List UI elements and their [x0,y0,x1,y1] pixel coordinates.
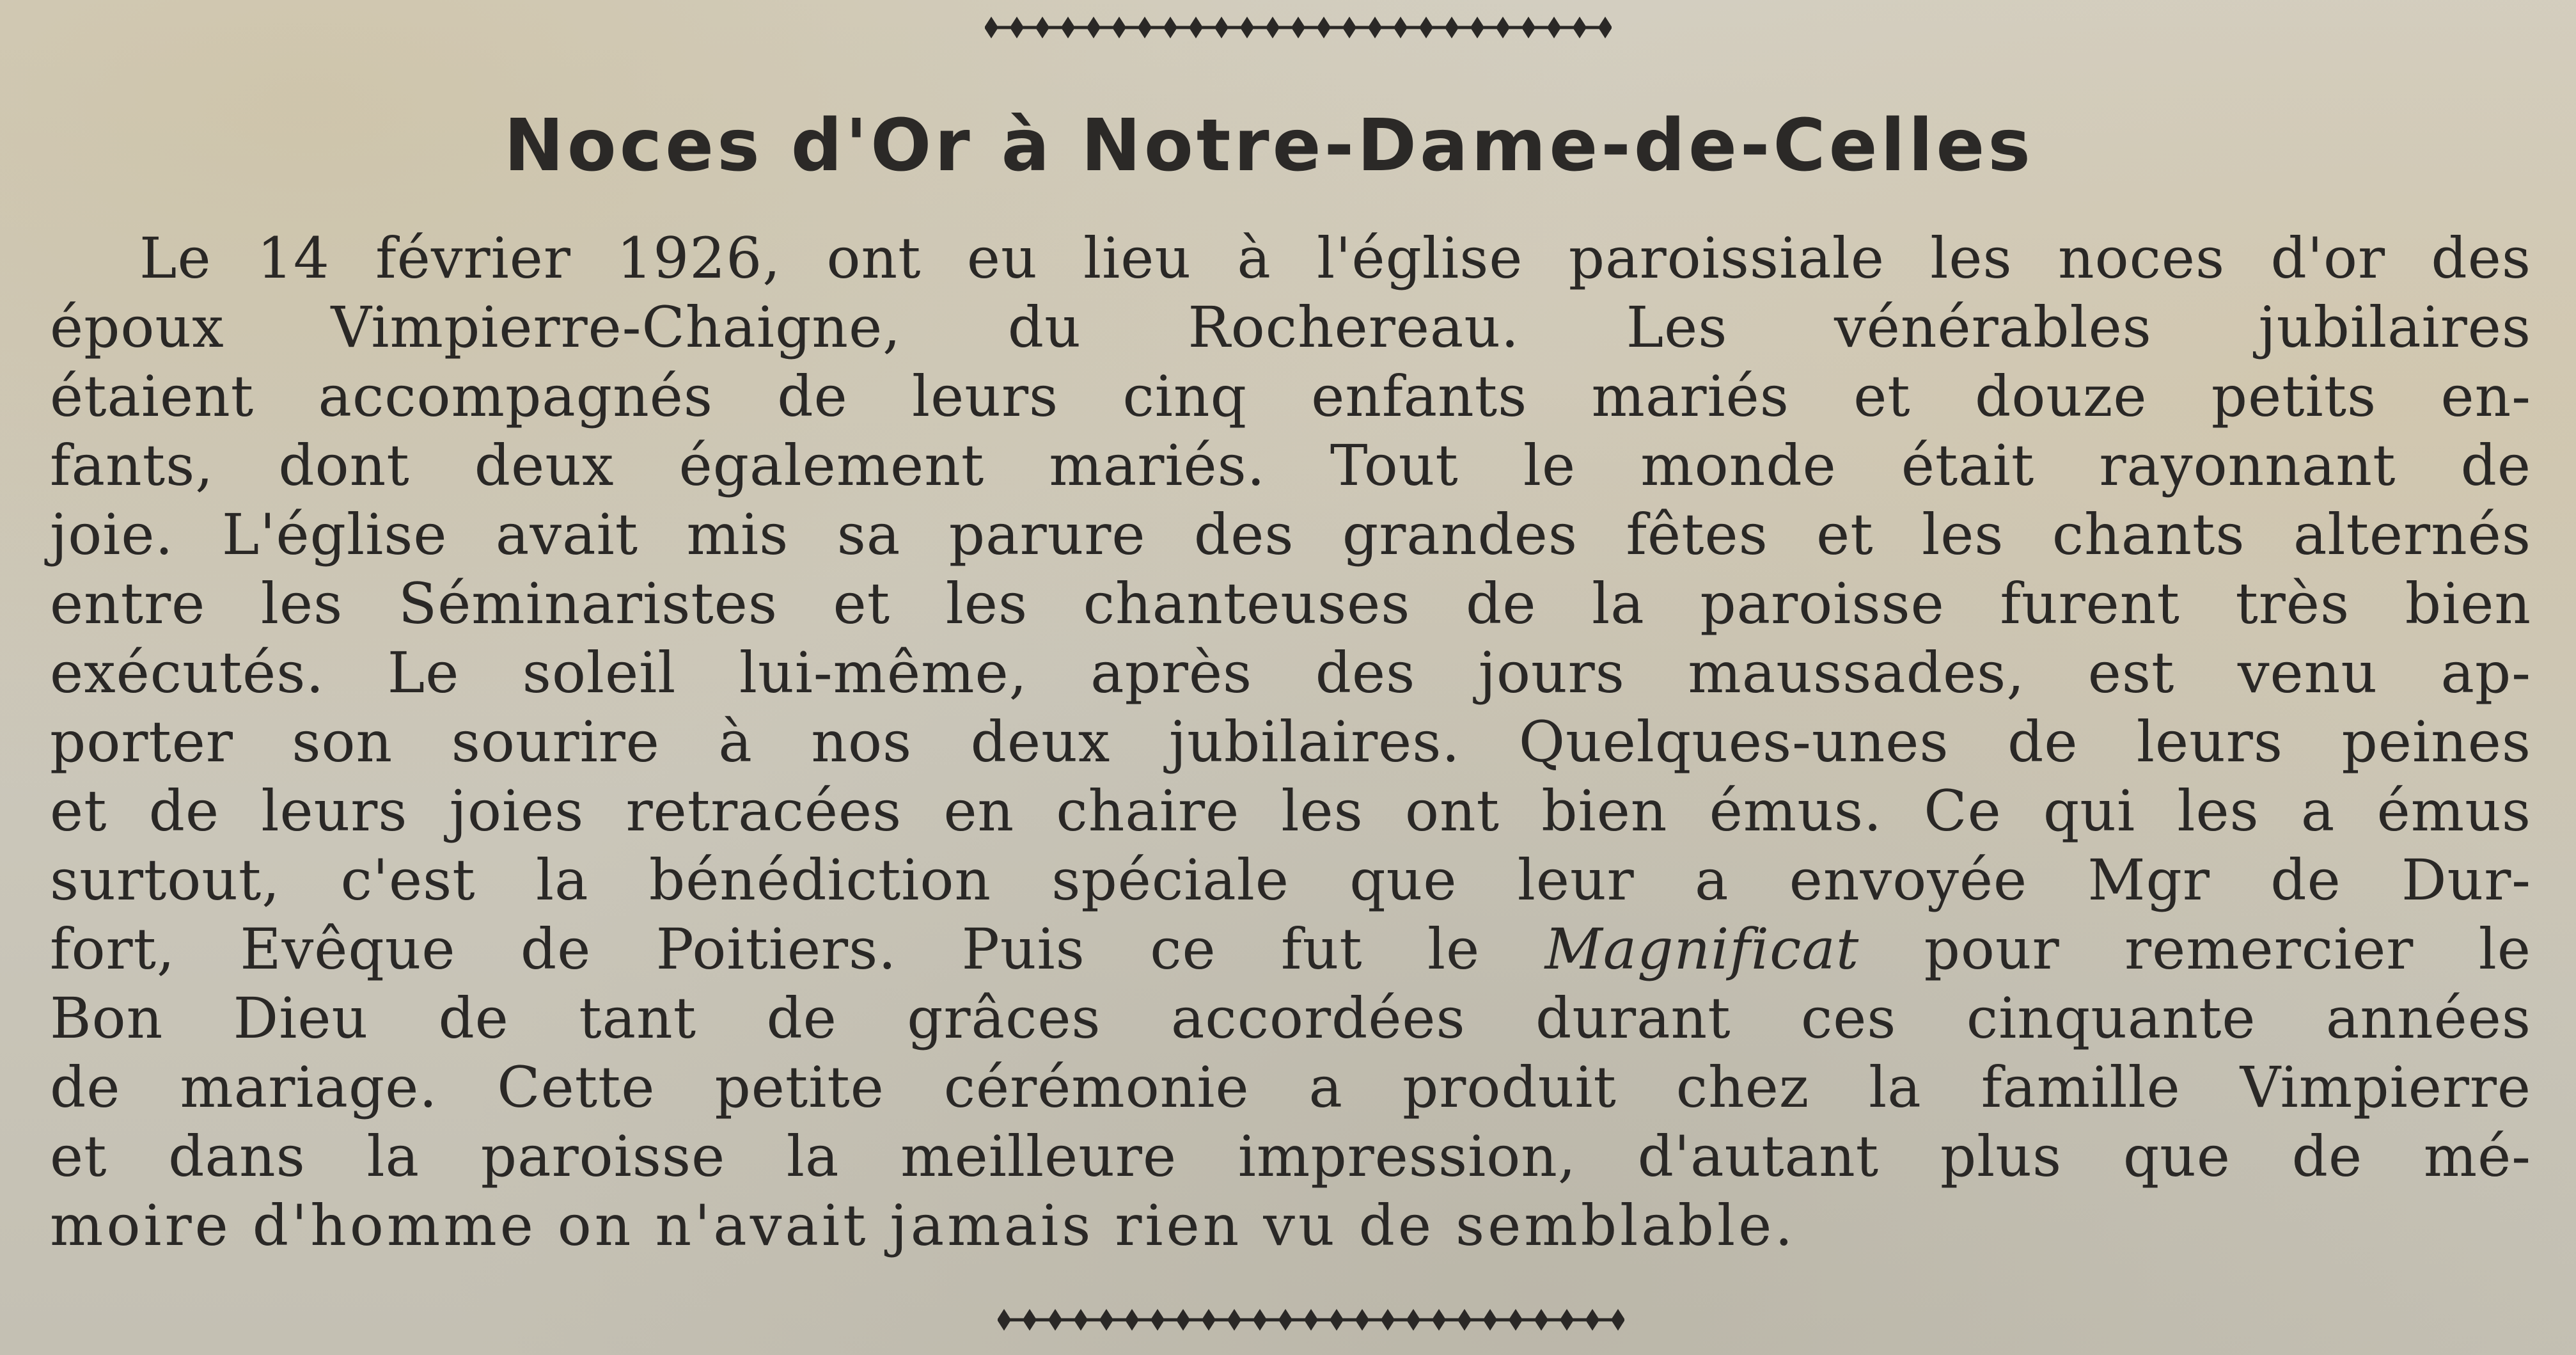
ornament-diamond [1227,1309,1241,1331]
article-line-text: pour remercier le [1859,916,2531,982]
ornament-diamonds-icon [985,13,1612,42]
ornament-diamond [1151,1309,1165,1331]
ornament-diamonds-icon [998,1305,1624,1335]
ornament-diamond [1035,17,1049,38]
ornament-diamond [1189,17,1203,38]
ornament-diamond [1355,1309,1369,1331]
article-line: étaient accompagnés de leurs cinq enfants mariés et douze petits en- [50,363,2531,429]
article-line: Le 14 février 1926, ont eu lieu à l'église paroissiale les noces d'or des [139,225,2531,291]
article-line: joie. L'église avait mis sa parure des grandes fêtes et les chants alternés [50,502,2531,567]
ornament-diamond [1521,17,1535,38]
ornament-diamond [1112,17,1126,38]
article-line [50,915,2531,984]
ornament-diamond [1406,1309,1420,1331]
top-ornament-rule [985,13,1612,42]
article-title: Noces d'Or à Notre-Dame-de-Celles [504,104,2034,187]
ornament-diamond [1087,17,1101,38]
ornament-diamond [1240,17,1254,38]
ornament-diamond [1483,1309,1497,1331]
ornament-diamond [1419,17,1433,38]
ornament-diamond [1074,1309,1088,1331]
ornament-diamond [1138,17,1152,38]
ornament-diamond [1163,17,1177,38]
ornament-diamond [1534,1309,1548,1331]
ornament-diamond [1266,17,1280,38]
article-line: exécutés. Le soleil lui-même, après des jours maussades, est venu ap- [50,640,2531,706]
ornament-diamond [1445,17,1459,38]
ornament-diamond [1585,1309,1599,1331]
ornament-diamond [1176,1309,1190,1331]
ornament-diamond [1547,17,1561,38]
ornament-diamond [1253,1309,1267,1331]
article-body [50,224,2531,1260]
article-line: et dans la paroisse la meilleure impression, d'autant plus que de mé- [50,1123,2531,1189]
ornament-diamond [1368,17,1382,38]
ornament-diamond [1611,1309,1624,1331]
ornament-diamond [1496,17,1510,38]
ornament-diamond [1023,1309,1037,1331]
ornament-diamond [1394,17,1408,38]
ornament-diamond [1291,17,1305,38]
ornament-diamond [998,1309,1011,1331]
article-line: moire d'homme on n'avait jamais rien vu de semblable. [50,1193,1796,1258]
ornament-diamond [1381,1309,1395,1331]
ornament-diamond [1061,17,1075,38]
article-line: époux Vimpierre-Chaigne, du Rochereau. Les vénérables jubilaires [50,294,2531,360]
ornament-diamond [1125,1309,1139,1331]
ornament-diamond [1432,1309,1446,1331]
ornament-diamond [1457,1309,1472,1331]
ornament-diamond [1304,1309,1318,1331]
ornament-diamond [1278,1309,1292,1331]
article-line: porter son sourire à nos deux jubilaires. Quelques-unes de leurs peines [50,709,2531,775]
article-line: de mariage. Cette petite cérémonie a produit chez la famille Vimpierre [50,1054,2531,1120]
ornament-diamond [985,17,998,38]
ornament-diamond [1509,1309,1523,1331]
article-line: entre les Séminaristes et les chanteuses de la paroisse furent très bien [50,571,2531,637]
article-line: fants, dont deux également mariés. Tout le monde était rayonnant de [50,432,2531,498]
magnificat-italic: Magnificat [1544,916,1860,982]
ornament-diamond [1317,17,1331,38]
ornament-diamond [1099,1309,1113,1331]
ornament-diamond [1560,1309,1574,1331]
ornament-diamond [1202,1309,1216,1331]
ornament-diamond [1598,17,1612,38]
ornament-diamond [1048,1309,1062,1331]
ornament-diamond [1010,17,1024,38]
bottom-ornament-rule [998,1305,1624,1335]
ornament-diamond [1342,17,1356,38]
ornament-diamond [1214,17,1229,38]
article-line-text: fort, Evêque de Poitiers. Puis ce fut le [50,916,1545,982]
ornament-diamond [1330,1309,1344,1331]
ornament-diamond [1470,17,1484,38]
article-line: Bon Dieu de tant de grâces accordées durant ces cinquante années [50,985,2531,1051]
ornament-diamond [1573,17,1587,38]
article-line: surtout, c'est la bénédiction spéciale que leur a envoyée Mgr de Dur- [50,847,2531,913]
article-line: et de leurs joies retracées en chaire les ont bien émus. Ce qui les a émus [50,778,2531,844]
